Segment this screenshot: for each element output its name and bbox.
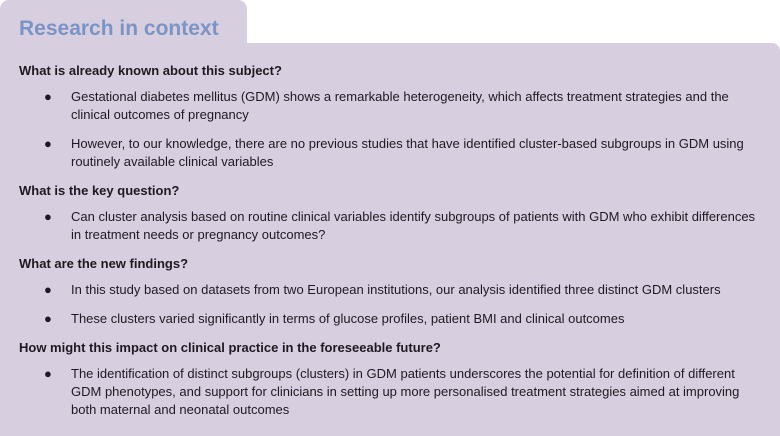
list-item xyxy=(19,310,759,328)
section-key-question xyxy=(19,182,759,244)
section-impact xyxy=(19,339,759,419)
title-tab xyxy=(0,0,247,46)
list-item-text: Can cluster analysis based on routine clinical variables identify subgroups of patients with GDM who exhibit differences in treatment needs or pregnancy outcomes? xyxy=(71,209,756,242)
list-item-text: These clusters varied significantly in terms of glucose profiles, patient BMI and clinical outcomes xyxy=(71,311,625,326)
box-title: Research in context xyxy=(19,17,219,40)
section-heading: How might this impact on clinical practice in the foreseeable future? xyxy=(19,340,441,355)
section-known xyxy=(19,62,759,171)
list-item-text: Gestational diabetes mellitus (GDM) shows a remarkable heterogeneity, which affects treatment strategies and the clinical outcomes of pregnancy xyxy=(71,89,729,122)
bullet-list xyxy=(19,208,759,244)
list-item-text: In this study based on datasets from two European institutions, our analysis identified three distinct GDM clusters xyxy=(71,282,721,297)
list-item xyxy=(19,135,759,171)
bullet-icon: ● xyxy=(44,366,52,381)
section-heading: What are the new findings? xyxy=(19,256,189,271)
bullet-icon: ● xyxy=(44,311,52,326)
list-item-text: However, to our knowledge, there are no previous studies that have identified cluster-based subgroups in GDM using routinely available clinical variables xyxy=(71,136,744,169)
bullet-icon: ● xyxy=(44,89,52,104)
list-item-text: The identification of distinct subgroups (clusters) in GDM patients underscores the potential for definition of different GDM phenotypes, and support for clinicians in setting up more personalised treatment strategies aimed at improving both maternal and neonatal outcomes xyxy=(71,366,740,417)
bullet-list xyxy=(19,88,759,171)
list-item xyxy=(19,365,759,419)
bullet-icon: ● xyxy=(44,136,52,151)
bullet-icon: ● xyxy=(44,209,52,224)
list-item xyxy=(19,88,759,124)
section-heading: What is already known about this subject? xyxy=(19,63,282,78)
section-new-findings xyxy=(19,255,759,328)
bullet-icon: ● xyxy=(44,282,52,297)
list-item xyxy=(19,281,759,299)
section-heading: What is the key question? xyxy=(19,183,180,198)
bullet-list xyxy=(19,281,759,328)
list-item xyxy=(19,208,759,244)
panel-content xyxy=(19,62,759,430)
bullet-list xyxy=(19,365,759,419)
